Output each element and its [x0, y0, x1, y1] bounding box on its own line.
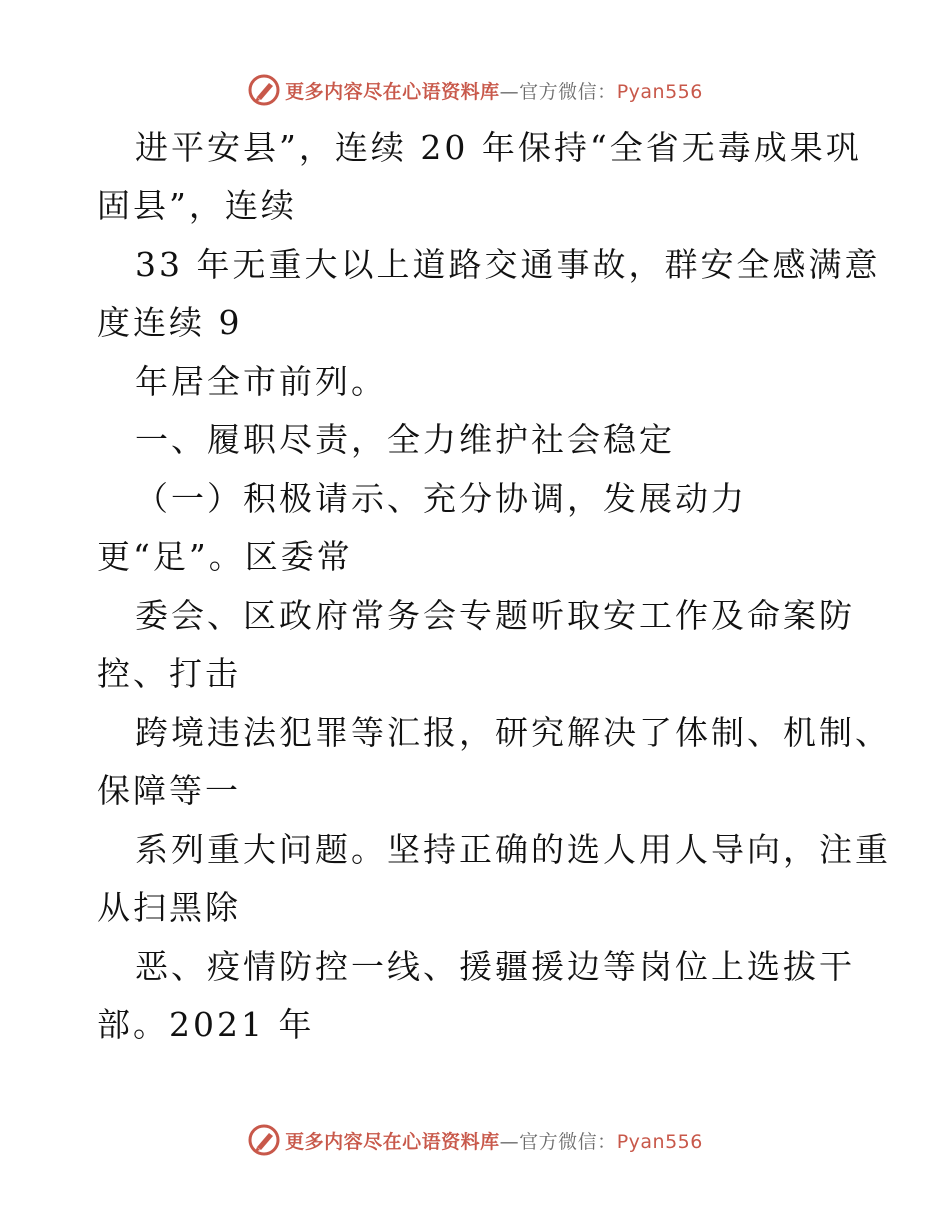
text-line: 33 年无重大以上道路交通事故，群安全感满意 [135, 245, 881, 284]
pen-logo-icon [247, 73, 281, 107]
text-line: 控、打击 [97, 654, 241, 693]
watermark-main: 更多内容尽在心语资料库 [285, 80, 500, 103]
text-line: 委会、区政府常务会专题听取安工作及命案防 [135, 596, 855, 635]
text-line: 跨境违法犯罪等汇报，研究解决了体制、机制、 [135, 713, 891, 752]
watermark-main: 更多内容尽在心语资料库 [285, 1130, 500, 1153]
text-line: 系列重大问题。坚持正确的选人用人导向，注重 [135, 830, 891, 869]
watermark-id: Pyan556 [616, 80, 703, 103]
text-line: 度连续 9 [97, 303, 243, 342]
text-line: 恶、疫情防控一线、援疆援边等岗位上选拔干 [135, 947, 855, 986]
subsection-heading: （一）积极请示、充分协调，发展动力 [135, 479, 747, 518]
header-watermark [0, 70, 950, 110]
pen-logo-icon [247, 1123, 281, 1157]
text-line: 保障等一 [97, 771, 241, 810]
watermark-sub: 官方微信： [519, 80, 617, 103]
watermark-text [285, 77, 703, 104]
watermark-sub: 官方微信： [519, 1130, 617, 1153]
section-heading: 一、履职尽责，全力维护社会稳定 [135, 420, 675, 459]
watermark-id: Pyan556 [616, 1130, 703, 1153]
footer-watermark [0, 1120, 950, 1160]
text-line: 固县”，连续 [97, 186, 297, 225]
text-line: 从扫黑除 [97, 888, 241, 927]
text-line: 更“足”。区委常 [97, 537, 353, 576]
text-line: 部。2021 年 [97, 1005, 315, 1044]
text-line: 进平安县”，连续 20 年保持“全省无毒成果巩 [135, 128, 862, 167]
watermark-dash: — [499, 1130, 520, 1153]
text-line: 年居全市前列。 [135, 362, 387, 401]
watermark-dash: — [499, 80, 520, 103]
watermark-text [285, 1127, 703, 1154]
